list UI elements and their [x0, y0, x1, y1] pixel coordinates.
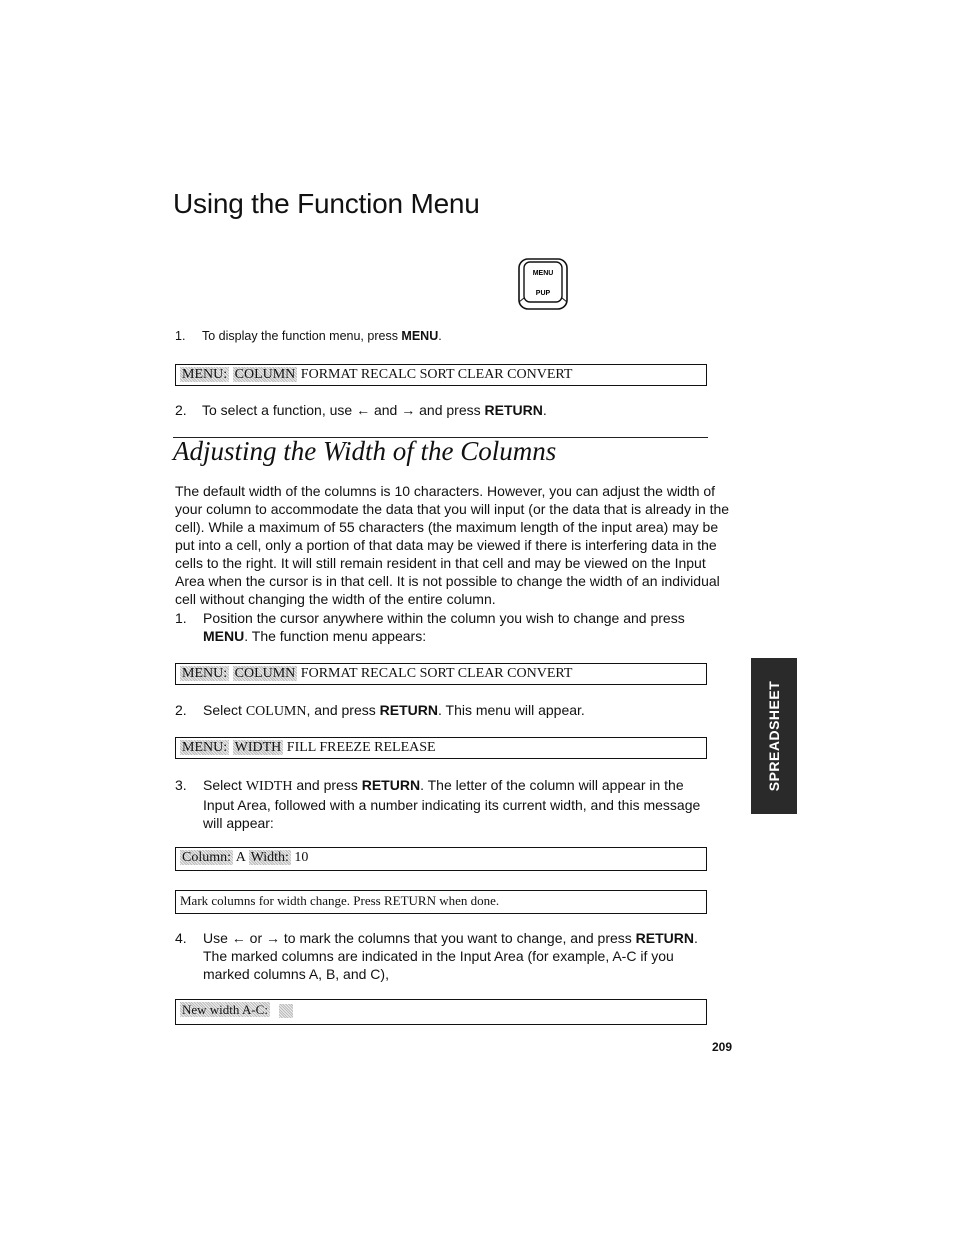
screen-width-value: 10 — [294, 850, 309, 865]
key-label-bottom: PUP — [535, 290, 551, 297]
step-text-end: . — [438, 329, 442, 343]
step-key: MENU — [401, 329, 439, 343]
step-text-line3: marked columns A, B, and C), — [203, 966, 389, 982]
section-tab-label: SPREADSHEET — [766, 680, 782, 792]
step-text: To select a function, use ← and → and press — [202, 402, 485, 418]
screen-highlight: MENU: — [182, 367, 228, 382]
step-text-end: . This menu will appear. — [437, 702, 585, 718]
cursor-block — [279, 1004, 293, 1018]
step-number: 3. — [175, 777, 187, 793]
step-text-line3: will appear: — [203, 815, 274, 831]
screen-function-menu-2 — [175, 663, 707, 685]
step-text: Select — [203, 777, 246, 793]
step-key: RETURN — [484, 402, 543, 418]
screen-column-letter: A — [235, 850, 246, 865]
intro-paragraph: The default width of the columns is 10 characters. However, you can adjust the width of your column to accommodate the data that you will input (or the data that is already in the cell). While a maximum of 55 characters (the maximum length of the input area) may be put into a cell, only a portion of that data may be viewed if there is interfering data in the cells to the right. It will still remain resident in that cell and may be viewed on the Input Area when the cursor is in that cell. It is not possible to change the width of an individual cell without changing the width of the entire column. — [175, 483, 730, 607]
screen-highlight: New width A-C: — [182, 1002, 268, 1017]
menu-pup-key-icon — [518, 258, 568, 310]
page-title: Using the Function Menu — [173, 188, 480, 219]
step-number: 1. — [175, 610, 187, 626]
screen-options: FILL FREEZE RELEASE — [286, 740, 436, 755]
screen-highlight: COLUMN — [234, 666, 296, 681]
step-text-end: . — [542, 402, 547, 418]
page-number: 209 — [712, 1040, 733, 1054]
step-number: 1. — [175, 329, 186, 343]
step-text: Position the cursor anywhere within the column you wish to change and press — [203, 610, 685, 626]
step-number: 4. — [175, 930, 187, 946]
step-number: 2. — [175, 402, 187, 418]
screen-options: FORMAT RECALC SORT CLEAR CONVERT — [300, 666, 573, 681]
screen-width-input — [175, 847, 707, 871]
step-text-mid: , and press — [306, 702, 380, 718]
screen-function-menu — [175, 364, 707, 386]
screen-highlight: Column: — [182, 850, 232, 865]
step-text: To display the function menu, press — [202, 329, 402, 343]
step-key: RETURN — [635, 930, 694, 946]
key-label-top: MENU — [532, 270, 554, 277]
step-key: MENU — [203, 628, 245, 644]
screen-options: FORMAT RECALC SORT CLEAR CONVERT — [300, 367, 573, 382]
step-text: Select — [203, 702, 246, 718]
screen-highlight: Width: — [250, 850, 289, 865]
screen-highlight: COLUMN — [234, 367, 296, 382]
step-text-end: . The function menu appears: — [244, 628, 427, 644]
step-text: Use ← or → to mark the columns that you want to change, and press — [203, 930, 636, 946]
screen-message — [175, 890, 707, 914]
screen-new-width — [175, 999, 707, 1025]
screen-highlight: MENU: — [182, 740, 228, 755]
step-key: RETURN — [361, 777, 421, 793]
step-text-line2: Input Area, followed with a number indicating its current width, and this message — [203, 797, 701, 813]
step-text-line2: The marked columns are indicated in the Input Area (for example, A-C if you — [203, 948, 674, 964]
step-menu-term: WIDTH — [245, 779, 293, 794]
step-text-end: . — [694, 930, 698, 946]
step-key: RETURN — [379, 702, 438, 718]
screen-highlight: MENU: — [182, 666, 228, 681]
screen-message-text: Mark columns for width change. Press RETURN when done. — [180, 893, 500, 908]
screen-column-menu — [175, 737, 707, 759]
screen-highlight: WIDTH — [234, 740, 282, 755]
step-text-mid: and press — [292, 777, 362, 793]
step-number: 2. — [175, 702, 187, 718]
section-title: Adjusting the Width of the Columns — [173, 436, 557, 466]
step-text-end: . The letter of the column will appear in the — [420, 777, 684, 793]
section-tab — [751, 658, 797, 814]
step-menu-term: COLUMN — [245, 704, 307, 719]
